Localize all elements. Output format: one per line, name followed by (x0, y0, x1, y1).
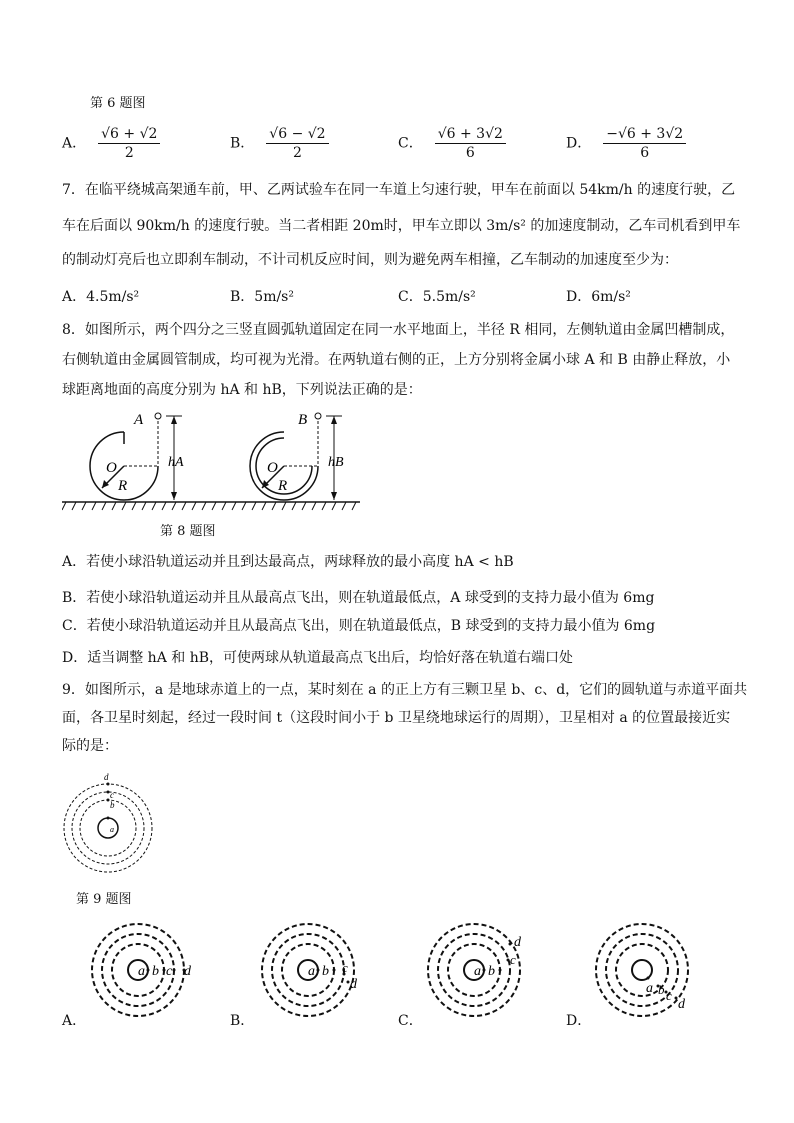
label-hb: hB (328, 455, 344, 470)
q7-option-b[interactable]: B．5m/s² (230, 289, 294, 305)
ground-hatching (62, 502, 356, 510)
q8-option-b[interactable]: B．若使小球沿轨道运动并且从最高点飞出，则在轨道最低点，A 球受到的支持力最小值为 6mg (62, 590, 655, 606)
q9-text-line-1: 9．如图所示，a 是地球赤道上的一点，某时刻在 a 的正上方有三颗卫星 b、c、d，它们的圆轨道与赤道平面共 (62, 682, 748, 698)
earth (98, 818, 118, 838)
q7-text-line-3: 的制动灯亮后也立即刹车制动，不计司机反应时间，则为避免两车相撞，乙车制动的加速度至少为： (62, 252, 678, 268)
label-r-left: R (118, 478, 128, 494)
svg-text:d: d (184, 964, 191, 979)
svg-text:b: b (488, 964, 495, 979)
orbit-c (72, 792, 144, 864)
q9-option-a-figure[interactable] (88, 920, 192, 1026)
ball-a (155, 413, 161, 419)
svg-text:b: b (110, 800, 115, 810)
q8-option-a[interactable]: A．若使小球沿轨道运动并且到达最高点，两球释放的最小高度 hA < hB (62, 554, 514, 570)
svg-text:b: b (152, 964, 159, 979)
svg-text:b: b (322, 964, 329, 979)
q9-option-b[interactable]: B． (230, 1013, 255, 1029)
svg-text:a: a (474, 964, 481, 979)
q8-text-line-1: 8．如图所示，两个四分之三竖直圆弧轨道固定在同一水平地面上，半径 R 相同，左侧轨道由金属凹槽制成， (62, 322, 735, 338)
q7-option-d[interactable]: D．6m/s² (566, 289, 631, 305)
q9-option-a[interactable]: A． (62, 1013, 87, 1029)
q7-text-line-1: 7．在临平绕城高架通车前，甲、乙两试验车在同一车道上匀速行驶，甲车在前面以 54km/h 的速度行驶，乙 (62, 182, 736, 198)
q6-option-d[interactable]: D． $\frac{-√6 + 3√2}{6}$ (566, 126, 686, 161)
q9-text-line-2: 面，各卫星时刻起，经过一段时间 t（这段时间小于 b 卫星绕地球运行的周期），卫星相对 a 的位置最接近实 (62, 710, 731, 726)
orbit-b (80, 800, 136, 856)
q9-caption: 第 9 题图 (76, 892, 132, 907)
svg-text:c: c (510, 952, 516, 967)
q7-option-a[interactable]: A．4.5m/s² (62, 289, 140, 305)
label-r-right: R (278, 478, 288, 494)
svg-text:a: a (110, 825, 114, 834)
q9-option-d-figure[interactable] (592, 920, 696, 1026)
svg-text:c: c (342, 960, 348, 975)
q9-option-c[interactable]: C． (398, 1013, 423, 1029)
svg-text:d: d (350, 977, 357, 992)
svg-text:c: c (666, 988, 672, 1003)
q8-figure (62, 404, 362, 516)
q6-option-a[interactable]: A． $\frac{√6 + √2}{2}$ (62, 126, 160, 161)
q6-option-b[interactable]: B． $\frac{√6 - √2}{2}$ (230, 126, 329, 161)
q7-text-line-2: 车在后面以 90km/h 的速度行驶。当二者相距 20m时，甲车立即以 3m/s² 的加速度制动，乙车司机看到甲车 (62, 218, 741, 234)
svg-text:b: b (658, 982, 665, 997)
svg-text:d: d (678, 997, 685, 1012)
svg-text:a: a (138, 964, 145, 979)
q9-option-b-figure[interactable] (258, 920, 362, 1026)
svg-text:a: a (646, 981, 653, 996)
label-o-right: O (267, 460, 278, 476)
orbit-d (64, 784, 152, 872)
q9-option-c-figure[interactable] (424, 920, 530, 1026)
svg-text:d: d (514, 935, 521, 950)
q9-text-line-3: 际的是： (62, 738, 118, 754)
q7-option-c[interactable]: C．5.5m/s² (398, 289, 476, 305)
svg-text:a: a (308, 964, 315, 979)
q8-option-d[interactable]: D．适当调整 hA 和 hB，可使两球从轨道最高点飞出后，均恰好落在轨道右端口处 (62, 650, 574, 666)
label-ha: hA (168, 455, 184, 470)
ball-b (315, 413, 321, 419)
svg-text:c: c (110, 790, 114, 800)
label-b: B (298, 412, 308, 428)
svg-text:c: c (166, 964, 173, 979)
q6-option-c[interactable]: C． $\frac{√6 + 3√2}{6}$ (398, 126, 506, 161)
svg-text:d: d (104, 772, 109, 782)
q8-caption: 第 8 题图 (160, 524, 216, 539)
q8-text-line-2: 右侧轨道由金属圆管制成，均可视为光滑。在两轨道右侧的正，上方分别将金属小球 A 和 B 由静止释放，小 (62, 352, 731, 368)
q9-main-figure (62, 768, 158, 878)
label-a: A (134, 412, 144, 428)
q6-caption: 第 6 题图 (90, 96, 146, 111)
q9-option-d[interactable]: D． (566, 1013, 592, 1029)
label-o-left: O (106, 460, 117, 476)
q8-option-c[interactable]: C．若使小球沿轨道运动并且从最高点飞出，则在轨道最低点，B 球受到的支持力最小值为 6mg (62, 618, 656, 634)
q8-text-line-3: 球距离地面的高度分别为 hA 和 hB，下列说法正确的是： (62, 382, 422, 398)
